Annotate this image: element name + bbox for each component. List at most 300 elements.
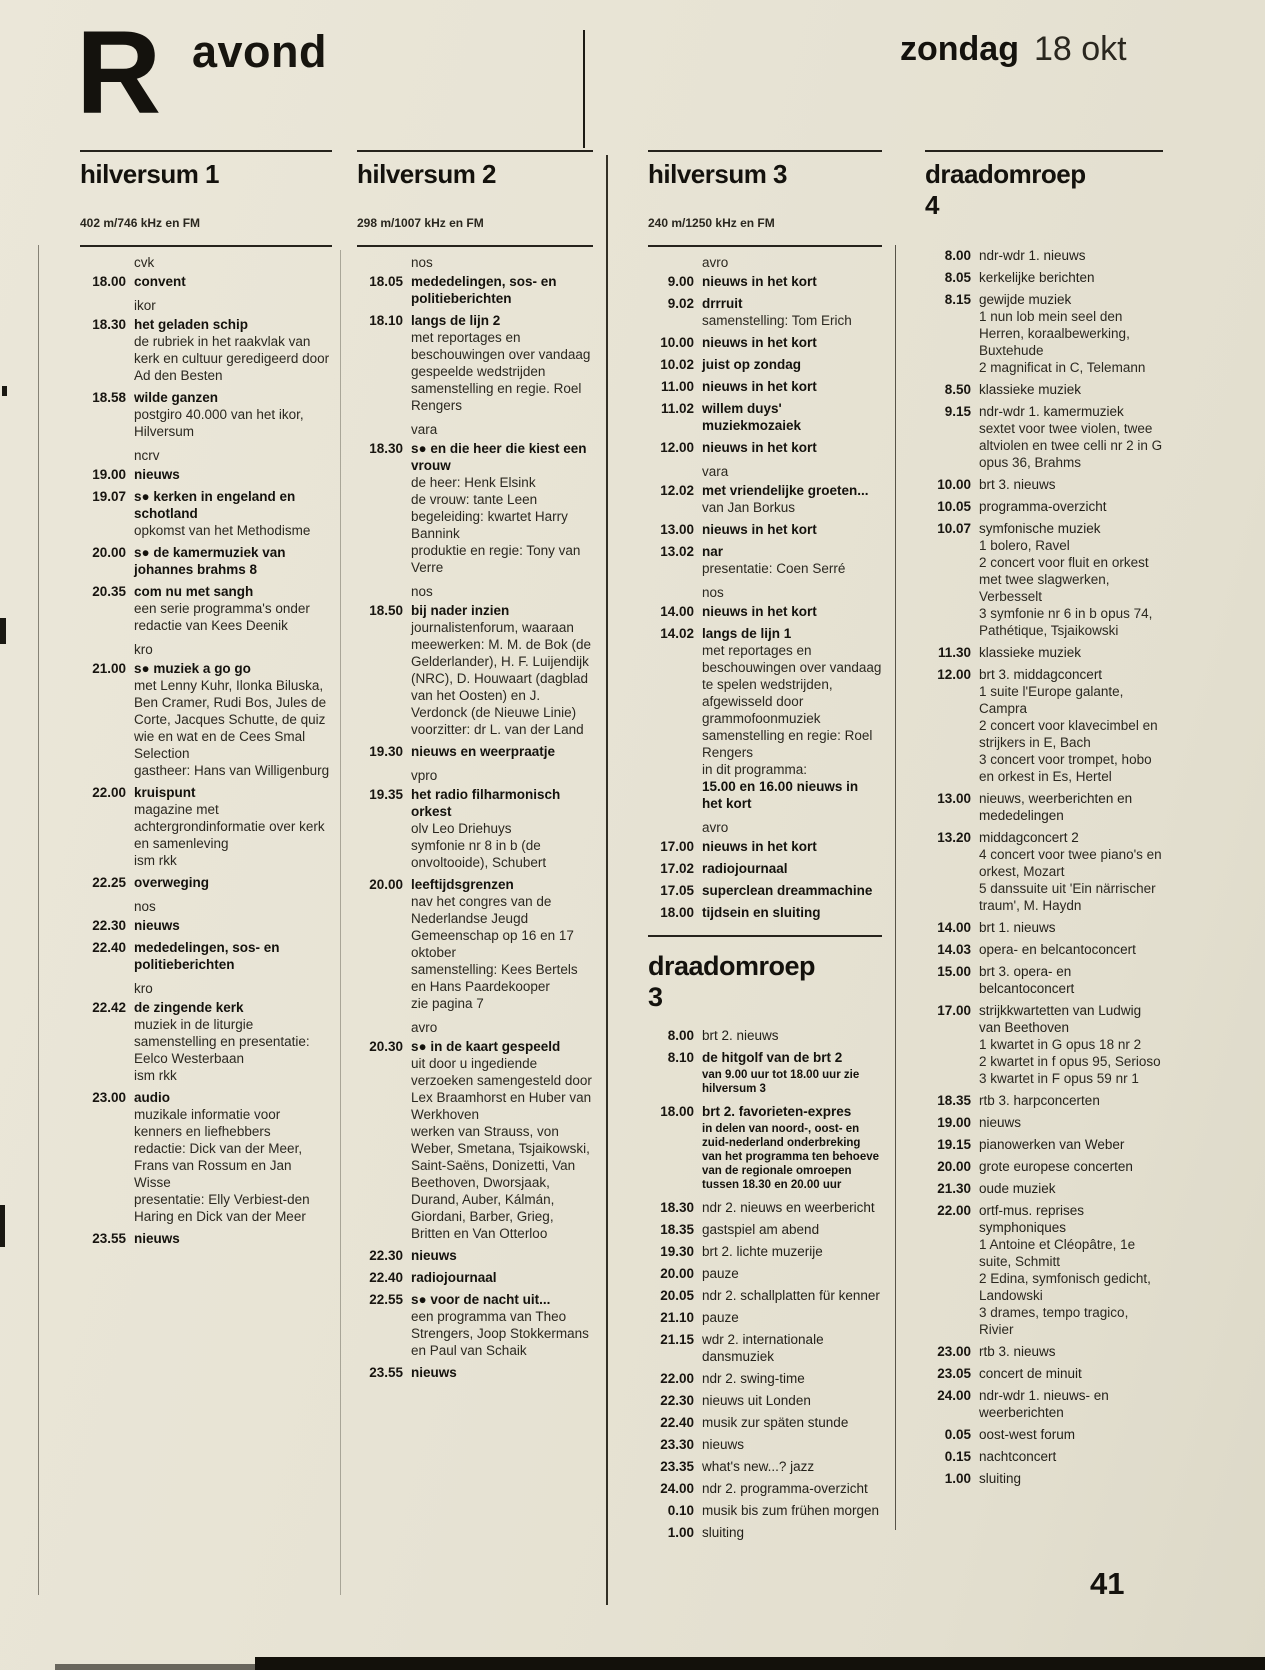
section-header (648, 935, 882, 1013)
program-title: what's new...? jazz (702, 1459, 815, 1474)
program-body (134, 273, 332, 290)
broadcaster-label: nos (702, 585, 724, 600)
program-title: gewijde muziek (979, 292, 1072, 307)
program-entry (80, 1089, 332, 1225)
program-time: 1.00 (944, 1471, 971, 1486)
program-title: s● voor de nacht uit... (411, 1292, 551, 1307)
program-body (979, 1426, 1163, 1443)
program-body (411, 1038, 593, 1242)
program-time: 0.10 (667, 1503, 694, 1518)
program-entry (925, 1002, 1163, 1087)
program-entry (648, 1502, 882, 1519)
broadcaster-label-row (80, 641, 332, 658)
program-body (702, 1049, 882, 1098)
broadcaster-label: nos (411, 584, 433, 599)
program-entry (925, 1114, 1163, 1131)
program-entry (357, 786, 593, 871)
program-description: 1 kwartet in G opus 18 nr 2 (979, 1037, 1142, 1052)
program-time: 22.30 (92, 918, 126, 933)
broadcaster-label-row (357, 1019, 593, 1036)
program-description: een programma van Theo Strengers, Joop Stokkermans en Paul van Schaik (411, 1309, 589, 1358)
program-body (411, 273, 593, 307)
program-description: 1 suite l'Europe galante, Campra (979, 684, 1124, 716)
broadcaster-label: nos (134, 899, 156, 914)
program-title: nieuws en weerpraatje (411, 744, 556, 759)
section-frequency: 402 m/746 kHz en FM (80, 216, 201, 230)
program-body (979, 829, 1163, 914)
program-title: ndr-wdr 1. nieuws (979, 248, 1086, 263)
program-time: 10.00 (660, 335, 694, 350)
broadcaster-label-row (80, 980, 332, 997)
program-body (702, 1524, 882, 1541)
radio-logo-letter: R (76, 7, 158, 139)
program-time: 9.15 (944, 404, 971, 419)
program-description: de rubriek in het raakvlak van kerk en cultuur geredigeerd door Ad den Besten (134, 334, 330, 383)
program-body (134, 488, 332, 539)
program-time: 0.05 (944, 1427, 971, 1442)
program-title: tijdsein en sluiting (702, 905, 821, 920)
program-entry (648, 1265, 882, 1282)
program-body (979, 1136, 1163, 1153)
broadcaster-label-row (648, 254, 882, 271)
program-time: 18.00 (92, 274, 126, 289)
program-time: 22.30 (660, 1393, 694, 1408)
program-title: nieuws (411, 1365, 457, 1380)
program-entry (80, 488, 332, 539)
program-body (134, 389, 332, 440)
program-entry (925, 291, 1163, 376)
program-title: brt 2. nieuws (702, 1028, 779, 1043)
program-body (702, 603, 882, 620)
program-title: nieuws (134, 918, 180, 933)
broadcaster-label: ncrv (134, 448, 160, 463)
program-title: pauze (702, 1310, 739, 1325)
program-body (979, 498, 1163, 515)
masthead-divider (583, 30, 585, 148)
program-description: samenstelling: Tom Erich (702, 313, 852, 328)
program-body (702, 1436, 882, 1453)
program-time: 18.00 (660, 905, 694, 920)
program-body (702, 1370, 882, 1387)
broadcaster-label: ikor (134, 298, 156, 313)
program-time: 22.55 (369, 1292, 403, 1307)
program-description: ism rkk (134, 853, 177, 868)
program-description: 5 danssuite uit 'Ein närrischer traum', M. Haydn (979, 881, 1156, 913)
program-body (134, 583, 332, 634)
program-body (411, 440, 593, 576)
program-title: oost-west forum (979, 1427, 1076, 1442)
program-title: brt 2. lichte muzerije (702, 1244, 823, 1259)
program-title: nieuws, weerberichten en mededelingen (979, 791, 1133, 823)
program-title: nieuws in het kort (702, 604, 817, 619)
program-body (702, 625, 882, 812)
program-entry (80, 544, 332, 578)
program-title: nachtconcert (979, 1449, 1057, 1464)
program-entry (80, 273, 332, 290)
program-body (979, 291, 1163, 376)
program-description: werken van Strauss, von Weber, Smetana, Tsjaikowski, Saint-Saëns, Donizetti, Van Beethoven, Dworsjaak, Durand, Auber, Kálmán, Giordani, Barber, Grieg, Britten en Van Otterloo (411, 1124, 590, 1241)
program-entry (648, 439, 882, 456)
program-body (134, 939, 332, 973)
program-time: 12.02 (660, 483, 694, 498)
program-description: magazine met achtergrondinformatie over kerk en samenleving (134, 802, 325, 851)
program-title: klassieke muziek (979, 645, 1082, 660)
program-title: convent (134, 274, 186, 289)
logo-word-avond: avond (192, 26, 328, 77)
program-description: begeleiding: kwartet Harry Bannink (411, 509, 568, 541)
section-frequency: 298 m/1007 kHz en FM (357, 216, 484, 230)
broadcaster-label-row (80, 898, 332, 915)
program-time: 19.15 (937, 1137, 971, 1152)
program-description: zie pagina 7 (411, 996, 484, 1011)
program-body (702, 860, 882, 877)
program-description: 2 concert voor fluit en orkest met twee slagwerken, Verbesselt (979, 555, 1149, 604)
program-title: kerkelijke berichten (979, 270, 1095, 285)
program-title: opera- en belcantoconcert (979, 942, 1136, 957)
program-time: 19.07 (92, 489, 126, 504)
broadcaster-label: kro (134, 642, 153, 657)
program-title: rtb 3. nieuws (979, 1344, 1056, 1359)
program-entry (648, 904, 882, 921)
program-time: 14.02 (660, 626, 694, 641)
program-description: een serie programma's onder redactie van Kees Deenik (134, 601, 310, 633)
broadcaster-label: nos (411, 255, 433, 270)
program-entry (925, 1343, 1163, 1360)
program-time: 21.00 (92, 661, 126, 676)
program-body (702, 1199, 882, 1216)
program-title: brt 3. opera- en belcantoconcert (979, 964, 1075, 996)
program-list (648, 1027, 882, 1541)
program-entry (925, 644, 1163, 661)
program-body (979, 1202, 1163, 1338)
program-description: sextet voor twee violen, twee altviolen en twee celli nr 2 in G opus 36, Brahms (979, 421, 1163, 470)
program-title: nar (702, 544, 724, 559)
program-time: 21.10 (660, 1310, 694, 1325)
program-entry (925, 1426, 1163, 1443)
section-title-line: 3 (648, 982, 663, 1012)
program-title: wilde ganzen (134, 390, 219, 405)
program-body (702, 521, 882, 538)
program-entry (648, 1287, 882, 1304)
section-title (925, 159, 1086, 221)
program-description: 3 kwartet in F opus 59 nr 1 (979, 1071, 1139, 1086)
program-body (411, 312, 593, 414)
program-entry (80, 917, 332, 934)
program-body (702, 1027, 882, 1044)
program-body (979, 1387, 1163, 1421)
program-title: ndr 2. programma-overzicht (702, 1481, 868, 1496)
program-title: rtb 3. harpconcerten (979, 1093, 1100, 1108)
program-time: 22.00 (937, 1203, 971, 1218)
scan-edge-fragment (55, 1664, 260, 1670)
program-time: 1.00 (667, 1525, 694, 1540)
broadcaster-label-row (648, 463, 882, 480)
column-divider-3-4 (895, 245, 896, 1530)
program-time: 19.35 (369, 787, 403, 802)
program-body (702, 1502, 882, 1519)
program-time: 18.35 (660, 1222, 694, 1237)
program-title: langs de lijn 2 (411, 313, 501, 328)
program-title: nieuws in het kort (702, 335, 817, 350)
header-top-rule (357, 150, 593, 152)
program-description: 2 magnificat in C, Telemann (979, 360, 1146, 375)
program-entry (925, 1136, 1163, 1153)
section-title-line: draadomroep (648, 951, 816, 981)
program-entry (648, 1243, 882, 1260)
program-list (357, 254, 593, 1381)
program-body (702, 378, 882, 395)
program-entry (648, 1103, 882, 1194)
section-title (648, 947, 882, 1013)
program-description: redactie: Dick van der Meer, Frans van Rossum en Jan Wisse (134, 1141, 303, 1190)
program-entry (357, 273, 593, 307)
program-entry (648, 400, 882, 434)
program-body (979, 247, 1163, 264)
program-title: nieuws in het kort (702, 274, 817, 289)
program-time: 22.30 (369, 1248, 403, 1263)
program-title: programma-overzicht (979, 499, 1107, 514)
program-time: 20.00 (937, 1159, 971, 1174)
program-body (702, 273, 882, 290)
broadcaster-label: cvk (134, 255, 155, 270)
program-body (979, 1448, 1163, 1465)
program-time: 13.02 (660, 544, 694, 559)
program-time: 17.00 (937, 1003, 971, 1018)
program-title: ndr 2. nieuws en weerbericht (702, 1200, 875, 1215)
program-body (979, 644, 1163, 661)
program-title: de zingende kerk (134, 1000, 244, 1015)
program-title: pauze (702, 1266, 739, 1281)
program-title: bij nader inzien (411, 603, 510, 618)
program-body (702, 334, 882, 351)
program-time: 8.10 (667, 1050, 694, 1065)
program-entry (357, 440, 593, 576)
program-body (702, 1480, 882, 1497)
program-time: 22.25 (92, 875, 126, 890)
program-time: 13.20 (937, 830, 971, 845)
program-entry (648, 860, 882, 877)
program-body (134, 1089, 332, 1225)
program-title: ortf-mus. reprises symphoniques (979, 1203, 1085, 1235)
program-entry (648, 1221, 882, 1238)
program-body (411, 1269, 593, 1286)
program-entry (357, 743, 593, 760)
program-time: 10.02 (660, 357, 694, 372)
program-entry (648, 482, 882, 516)
program-time: 21.15 (660, 1332, 694, 1347)
program-time: 8.00 (667, 1028, 694, 1043)
program-entry (80, 1230, 332, 1247)
program-body (134, 999, 332, 1084)
program-description: van Jan Borkus (702, 500, 796, 515)
program-entry (357, 312, 593, 414)
header-top-rule (648, 150, 882, 152)
program-description: symfonie nr 8 in b (de onvoltooide), Schubert (411, 838, 547, 870)
program-entry (648, 1027, 882, 1044)
program-time: 22.00 (660, 1371, 694, 1386)
program-time: 22.00 (92, 785, 126, 800)
program-body (411, 602, 593, 738)
program-title: oude muziek (979, 1181, 1056, 1196)
program-body (979, 476, 1163, 493)
program-body (702, 400, 882, 434)
program-entry (80, 874, 332, 891)
program-entry (925, 520, 1163, 639)
program-entry (648, 378, 882, 395)
program-entry (925, 476, 1163, 493)
program-body (979, 1114, 1163, 1131)
program-body (702, 295, 882, 329)
program-description: ism rkk (134, 1068, 177, 1083)
broadcaster-label-row (648, 584, 882, 601)
broadcaster-label-row (357, 767, 593, 784)
program-time: 19.00 (92, 467, 126, 482)
section-header (648, 150, 882, 247)
column-draadomroep-4 (925, 150, 1163, 1492)
left-margin-rule (38, 245, 39, 1595)
program-title: het radio filharmonisch orkest (411, 787, 561, 819)
program-entry (925, 1448, 1163, 1465)
program-title: brt 1. nieuws (979, 920, 1056, 935)
program-entry (648, 1309, 882, 1326)
program-entry (648, 1331, 882, 1365)
broadcaster-label: avro (702, 820, 729, 835)
program-time: 13.00 (937, 791, 971, 806)
program-time: 12.00 (660, 440, 694, 455)
program-title: s● kerken in engeland en schotland (134, 489, 296, 521)
program-description: in delen van noord-, oost- en zuid-nederland onderbreking van het programma ten behoeve van de regionale omroepen tussen 18.30 en 20.00 uur (702, 1123, 880, 1191)
program-body (979, 666, 1163, 785)
program-title: nieuws in het kort (702, 440, 817, 455)
program-title: nieuws in het kort (702, 522, 817, 537)
program-entry (925, 919, 1163, 936)
program-time: 21.30 (937, 1181, 971, 1196)
program-title: juist op zondag (702, 357, 801, 372)
date-label: 18 okt (1034, 30, 1127, 68)
program-body (979, 269, 1163, 286)
program-body (979, 963, 1163, 997)
program-time: 18.05 (369, 274, 403, 289)
program-time: 9.00 (667, 274, 694, 289)
program-entry (925, 1092, 1163, 1109)
program-body (134, 1230, 332, 1247)
program-entry (80, 939, 332, 973)
program-title: ndr-wdr 1. nieuws- en weerberichten (979, 1388, 1109, 1420)
program-title: radiojournaal (411, 1270, 497, 1285)
program-description: presentatie: Coen Serré (702, 561, 846, 576)
section-header (925, 150, 1163, 247)
program-entry (925, 941, 1163, 958)
program-entry (925, 381, 1163, 398)
program-entry (925, 790, 1163, 824)
program-time: 24.00 (937, 1388, 971, 1403)
program-description: uit door u ingediende verzoeken samengesteld door Lex Braamhorst en Huber van Werkhoven (411, 1056, 592, 1122)
program-title: audio (134, 1090, 170, 1105)
program-title: kruispunt (134, 785, 196, 800)
program-entry (648, 273, 882, 290)
program-title: musik bis zum frühen morgen (702, 1503, 880, 1518)
program-title: middagconcert 2 (979, 830, 1079, 845)
program-title: willem duys' muziekmozaiek (702, 401, 802, 433)
program-time: 8.00 (944, 248, 971, 263)
program-title: mededelingen, sos- en politieberichten (411, 274, 557, 306)
program-time: 18.10 (369, 313, 403, 328)
program-body (979, 1343, 1163, 1360)
program-title: symfonische muziek (979, 521, 1101, 536)
program-description: presentatie: Elly Verbiest-den Haring en Dick van der Meer (134, 1192, 310, 1224)
program-body (411, 876, 593, 1012)
program-description: met reportages en beschouwingen over vandaag gespeelde wedstrijden samenstelling en regie. Roel Rengers (411, 330, 591, 413)
program-entry (357, 602, 593, 738)
program-time: 14.00 (660, 604, 694, 619)
program-title: ndr 2. swing-time (702, 1371, 805, 1386)
program-title: met vriendelijke groeten... (702, 483, 869, 498)
program-entry (925, 1180, 1163, 1197)
program-description: 2 kwartet in f opus 95, Serioso (979, 1054, 1161, 1069)
program-description: 15.00 en 16.00 nieuws in het kort (702, 779, 859, 811)
program-time: 23.00 (937, 1344, 971, 1359)
program-body (702, 904, 882, 921)
program-description: van 9.00 uur tot 18.00 uur zie hilversum 3 (702, 1069, 860, 1095)
program-list (648, 254, 882, 921)
program-description: olv Leo Driehuys (411, 821, 512, 836)
scan-artifact (0, 1205, 5, 1247)
program-entry (925, 1158, 1163, 1175)
program-time: 9.02 (667, 296, 694, 311)
broadcaster-label: vara (702, 464, 729, 479)
column-hilversum-1 (80, 150, 332, 1252)
program-title: pianowerken van Weber (979, 1137, 1125, 1152)
program-title: wdr 2. internationale dansmuziek (702, 1332, 824, 1364)
program-entry (925, 666, 1163, 785)
program-entry (357, 1291, 593, 1359)
program-entry (357, 1247, 593, 1264)
program-time: 20.00 (92, 545, 126, 560)
program-time: 23.05 (937, 1366, 971, 1381)
program-description: 2 Edina, symfonisch gedicht, Landowski (979, 1271, 1151, 1303)
program-title: het geladen schip (134, 317, 249, 332)
program-title: brt 2. favorieten-expres (702, 1104, 852, 1119)
header-top-rule (648, 935, 882, 937)
program-title: nieuws (979, 1115, 1022, 1130)
program-title: langs de lijn 1 (702, 626, 792, 641)
program-entry (925, 963, 1163, 997)
program-title: musik zur späten stunde (702, 1415, 849, 1430)
program-entry (925, 403, 1163, 471)
program-title: nieuws uit Londen (702, 1393, 811, 1408)
program-title: sluiting (702, 1525, 745, 1540)
program-body (702, 1414, 882, 1431)
program-time: 14.00 (937, 920, 971, 935)
program-description: nav het congres van de Nederlandse Jeugd Gemeenschap op 16 en 17 oktober (411, 894, 574, 960)
program-body (702, 1309, 882, 1326)
page-number: 41 (1090, 1566, 1125, 1601)
program-entry (357, 1038, 593, 1242)
program-entry (925, 1387, 1163, 1421)
program-title: superclean dreammachine (702, 883, 873, 898)
program-description: muziek in de liturgie samenstelling en presentatie: Eelco Westerbaan (134, 1017, 310, 1066)
program-entry (925, 269, 1163, 286)
program-time: 22.42 (92, 1000, 126, 1015)
program-time: 11.30 (937, 645, 971, 660)
program-body (702, 1265, 882, 1282)
program-description: 3 symfonie nr 6 in b opus 74, Pathétique, Tsjaikowski (979, 606, 1153, 638)
program-title: s● muziek a go go (134, 661, 251, 676)
program-time: 11.00 (660, 379, 694, 394)
program-body (411, 743, 593, 760)
program-entry (925, 829, 1163, 914)
program-time: 22.40 (369, 1270, 403, 1285)
